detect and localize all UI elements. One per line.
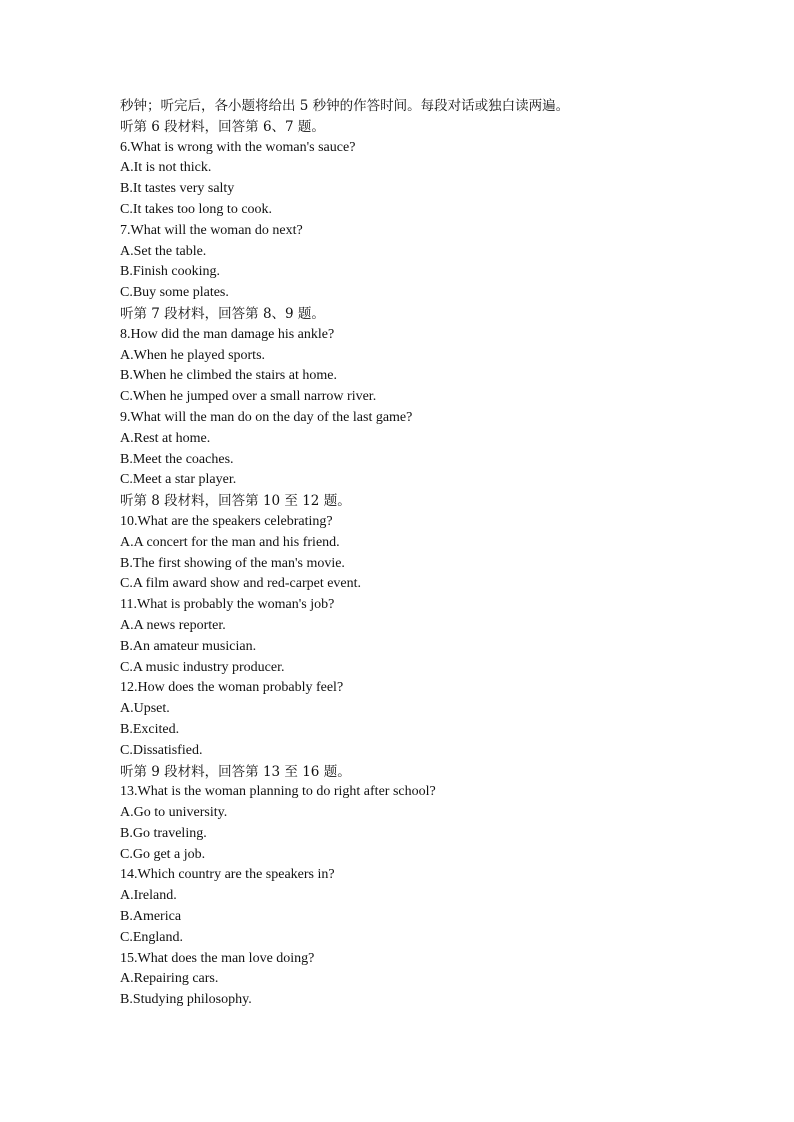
question-text: 11.What is probably the woman's job? — [120, 597, 335, 613]
answer-option: B.Studying philosophy. — [120, 992, 252, 1008]
question-text: 15.What does the man love doing? — [120, 950, 315, 966]
answer-option: C.Go get a job. — [120, 846, 206, 862]
answer-option: B.It tastes very salty — [120, 181, 235, 197]
answer-option: B.An amateur musician. — [120, 638, 257, 654]
answer-option: C.Dissatisfied. — [120, 742, 203, 758]
document-body — [120, 96, 760, 1011]
answer-option: C.When he jumped over a small narrow river. — [120, 389, 377, 405]
question-text: 9.What will the man do on the day of the last game? — [120, 409, 413, 425]
question-text: 6.What is wrong with the woman's sauce? — [120, 139, 356, 155]
answer-option: C.A music industry producer. — [120, 659, 285, 675]
question-text: 14.Which country are the speakers in? — [120, 867, 335, 883]
answer-option: A.Set the table. — [120, 243, 207, 259]
answer-option: B.When he climbed the stairs at home. — [120, 368, 337, 384]
answer-option: A.Go to university. — [120, 805, 228, 821]
answer-option: C.A film award show and red-carpet event. — [120, 576, 362, 592]
section-instruction: 听第 8 段材料，回答第 10 至 12 题。 — [120, 493, 351, 510]
answer-option: A.When he played sports. — [120, 347, 266, 363]
answer-option: A.It is not thick. — [120, 160, 212, 176]
answer-option: A.A concert for the man and his friend. — [120, 534, 340, 550]
answer-option: B.Go traveling. — [120, 825, 207, 841]
section-instruction: 秒钟；听完后，各小题将给出 5 秒钟的作答时间。每段对话或独白读两遍。 — [120, 98, 570, 114]
section-instruction: 听第 9 段材料，回答第 13 至 16 题。 — [120, 763, 351, 780]
answer-option: A.A news reporter. — [120, 617, 226, 633]
answer-option: C.It takes too long to cook. — [120, 201, 273, 217]
answer-option: B.The first showing of the man's movie. — [120, 555, 345, 571]
answer-option: C.England. — [120, 929, 183, 945]
answer-option: A.Repairing cars. — [120, 971, 219, 987]
answer-option: B.Meet the coaches. — [120, 451, 234, 467]
question-text: 7.What will the woman do next? — [120, 222, 303, 238]
question-text: 10.What are the speakers celebrating? — [120, 513, 333, 529]
section-instruction: 听第 6 段材料，回答第 6、7 题。 — [120, 118, 325, 135]
question-text: 8.How did the man damage his ankle? — [120, 326, 335, 342]
question-text: 12.How does the woman probably feel? — [120, 680, 344, 696]
answer-option: C.Meet a star player. — [120, 472, 237, 488]
answer-option: B.Finish cooking. — [120, 264, 220, 280]
question-text: 13.What is the woman planning to do right after school? — [120, 784, 436, 800]
answer-option: C.Buy some plates. — [120, 285, 229, 301]
answer-option: B.Excited. — [120, 721, 180, 737]
answer-option: B.America — [120, 909, 182, 925]
section-instruction: 听第 7 段材料，回答第 8、9 题。 — [120, 305, 325, 322]
answer-option: A.Ireland. — [120, 888, 177, 904]
answer-option: A.Rest at home. — [120, 430, 211, 446]
answer-option: A.Upset. — [120, 701, 170, 717]
